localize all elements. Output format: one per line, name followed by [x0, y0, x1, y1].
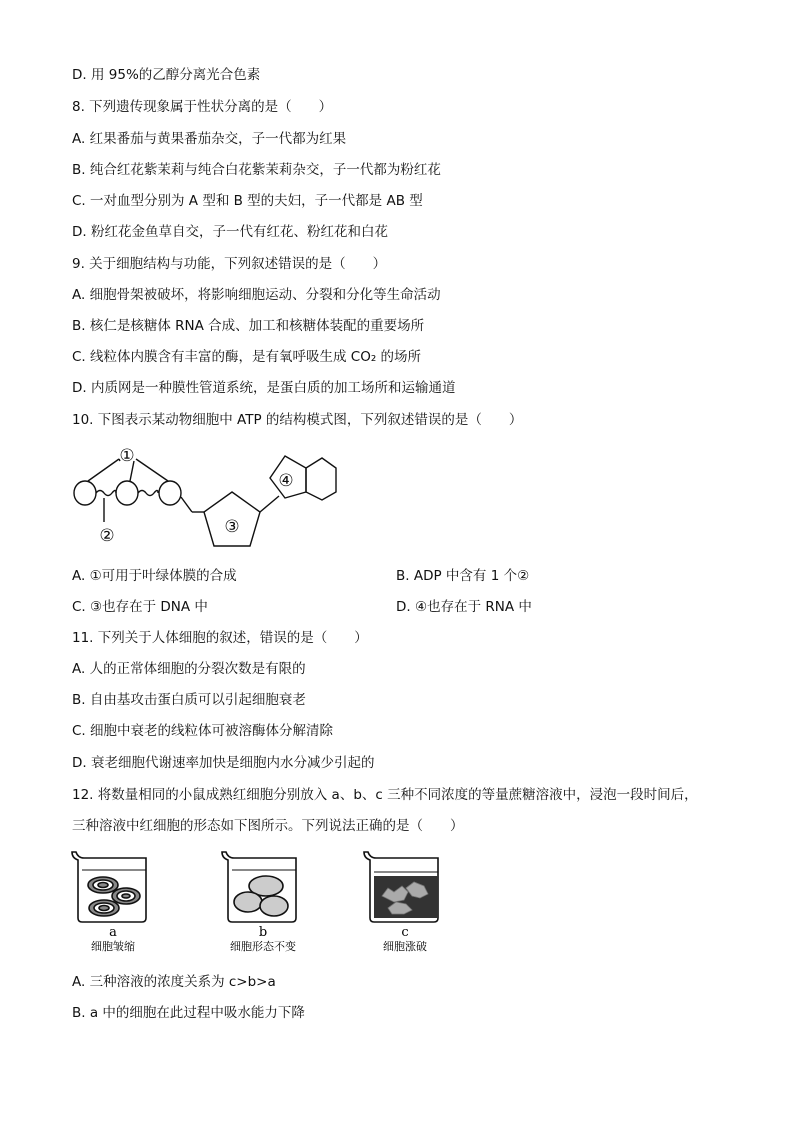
q9-option-b: B. 核仁是核糖体 RNA 合成、加工和核糖体装配的重要场所	[72, 318, 425, 334]
high-energy-bond-1	[96, 491, 116, 496]
q12-stem-line-1: 12. 将数量相同的小鼠成熟红细胞分别放入 a、b、c 三种不同浓度的等量蔗糖溶液中，浸泡一段时间后，	[72, 787, 698, 803]
label-2: ②	[99, 526, 115, 546]
beaker-a-caption: 细胞皱缩	[91, 940, 135, 953]
atp-structure-diagram	[64, 440, 354, 555]
q11-stem: 11. 下列关于人体细胞的叙述，错误的是（ ）	[72, 630, 368, 646]
phosphate-circle-2	[116, 481, 138, 505]
q9-stem: 9. 关于细胞结构与功能，下列叙述错误的是（ ）	[72, 256, 387, 272]
q12-option-b: B. a 中的细胞在此过程中吸水能力下降	[72, 1005, 305, 1021]
q11-option-a: A. 人的正常体细胞的分裂次数是有限的	[72, 661, 306, 677]
q11-option-c: C. 细胞中衰老的线粒体可被溶酶体分解清除	[72, 723, 334, 739]
q8-option-d: D. 粉红花金鱼草自交，子一代有红花、粉红花和白花	[72, 224, 388, 240]
q8-option-b: B. 纯合红花紫茉莉与纯合白花紫茉莉杂交，子一代都为粉红花	[72, 162, 441, 178]
label-4: ④	[278, 471, 294, 491]
q11-option-b: B. 自由基攻击蛋白质可以引起细胞衰老	[72, 692, 306, 708]
high-energy-bond-2	[138, 491, 158, 496]
beaker-c-caption: 细胞涨破	[383, 940, 427, 953]
beakers-figure	[66, 848, 456, 958]
q11-option-d: D. 衰老细胞代谢速率加快是细胞内水分减少引起的	[72, 755, 375, 771]
phosphate-circle-1	[74, 481, 96, 505]
phosphate-circle-3	[159, 481, 181, 505]
q10-option-d: D. ④也存在于 RNA 中	[396, 599, 532, 615]
normal-cell	[260, 896, 288, 916]
beaker-b-caption: 细胞形态不变	[230, 940, 296, 953]
q9-option-d: D. 内质网是一种膜性管道系统，是蛋白质的加工场所和运输通道	[72, 380, 456, 396]
beaker-c	[364, 852, 438, 922]
beaker-b	[222, 852, 296, 922]
q10-option-a: A. ①可用于叶绿体膜的合成	[72, 568, 237, 584]
q10-option-b: B. ADP 中含有 1 个②	[396, 568, 530, 584]
beaker-a	[72, 852, 146, 922]
q10-stem: 10. 下图表示某动物细胞中 ATP 的结构模式图，下列叙述错误的是（ ）	[72, 412, 523, 428]
label-1: ①	[119, 446, 135, 466]
q8-option-a: A. 红果番茄与黄果番茄杂交，子一代都为红果	[72, 131, 347, 147]
label-3: ③	[224, 517, 240, 537]
beaker-a-letter: a	[109, 925, 117, 940]
beaker-c-letter: c	[401, 925, 409, 940]
normal-cell	[234, 892, 262, 912]
beaker-b-letter: b	[258, 925, 268, 940]
q7-option-d: D. 用 95%的乙醇分离光合色素	[72, 67, 261, 83]
adenine-hexagon	[306, 458, 336, 500]
q9-option-c: C. 线粒体内膜含有丰富的酶，是有氧呼吸生成 CO₂ 的场所	[72, 349, 422, 365]
q12-stem-line-2: 三种溶液中红细胞的形态如下图所示。下列说法正确的是（ ）	[72, 818, 464, 834]
q9-option-a: A. 细胞骨架被破坏，将影响细胞运动、分裂和分化等生命活动	[72, 287, 441, 303]
q12-option-a: A. 三种溶液的浓度关系为 c>b>a	[72, 974, 276, 990]
q8-stem: 8. 下列遗传现象属于性状分离的是（ ）	[72, 99, 333, 115]
q8-option-c: C. 一对血型分别为 A 型和 B 型的夫妇，子一代都是 AB 型	[72, 193, 423, 209]
q10-option-c: C. ③也存在于 DNA 中	[72, 599, 208, 615]
